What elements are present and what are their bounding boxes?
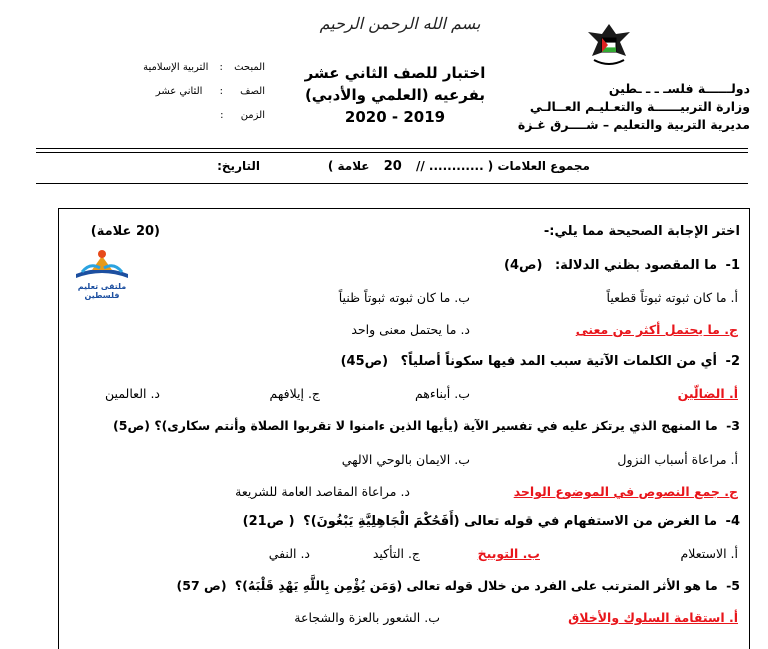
question-4-text: ما الغرض من الاستفهام في قوله تعالى (أَفَحُكْمَ الْجَاهِلِيَّةِ يَبْغُونَ)؟ [303,514,718,529]
total-marks-label: مجموع العلامات ( ............ // [415,159,590,173]
institution [510,80,750,134]
total-marks-value: 20 [383,159,402,174]
time-row: الزمن : [220,110,265,121]
institution-line1: دولــــــة فلسـ ـ ـ ـطين [608,81,750,96]
institution-line2: وزارة التربيــــــة والتعـليـم العــالـي [529,99,750,114]
exam-title-line3: 2019 - 2020 [344,108,446,126]
time-label: الزمن [240,110,265,121]
question-3 [66,418,740,433]
question-2-ref: (ص45) [340,354,389,369]
total-marks-suffix: علامة ) [327,159,370,173]
total-marks [327,159,590,174]
basmala: بسم الله الرحمن الرحيم [319,14,481,33]
question-3-option-b[interactable]: ب. الايمان بالوحي الالهي [341,452,470,467]
question-1-option-a[interactable]: أ. ما كان ثبوته ثبوتاً قطعياً [606,290,738,305]
subject-label: المبحث [234,62,265,73]
exam-title-line2: بفرعيه (العلمي والأدبي) [304,86,486,104]
question-1 [360,258,740,273]
exam-title [290,62,500,128]
header-divider [36,148,748,153]
question-1-option-c[interactable]: ج. ما يحتمل أكثر من معنى [575,322,738,337]
question-3-option-a[interactable]: أ. مراعاة أسباب النزول [617,452,738,467]
question-1-option-d[interactable]: د. ما يحتمل معنى واحد [351,322,470,337]
question-5-number: 5- [726,578,740,593]
class-value: الثاني عشر [155,86,203,97]
question-3-text: ما المنهج الذي يرتكز عليه في تفسير الآية (يأيها الذين ءامنوا لا تقربوا الصلاة وأنتم سكارى)؟ [154,418,718,433]
site-logo [62,246,142,300]
question-2-option-d[interactable]: د. العالمين [105,386,160,401]
book-logo-icon [62,246,142,280]
logo-text: ملتقى تعليم فلسطين [77,282,127,300]
question-5 [120,578,740,593]
question-4-number: 4- [725,514,740,529]
section-instruction: اختر الإجابة الصحيحة مما يلي:- [543,224,740,239]
question-3-ref: (ص5) [113,418,150,433]
question-4-option-c[interactable]: ج. التأكيد [372,546,420,561]
question-4-option-d[interactable]: د. النفي [268,546,310,561]
question-5-text: ما هو الأثر المترتب على الفرد من خلال قوله تعالى (وَمَن يُؤْمِن بِاللَّهِ يَهْدِ قَلْبَهُ)؟ [234,578,718,593]
question-1-option-b[interactable]: ب. ما كان ثبوته ثبوتاً ظنياً [338,290,470,305]
subject-value: التربية الإسلامية [143,62,209,73]
date-label: التاريخ: [217,159,260,173]
question-5-option-b[interactable]: ب. الشعور بالعزة والشجاعة [294,610,440,625]
question-1-ref: (ص4) [504,258,543,273]
class-label: الصف [240,86,265,97]
question-2-number: 2- [725,354,740,369]
question-4-option-b[interactable]: ب. التوبيخ [477,546,540,561]
class-row: الصف : الثاني عشر [155,86,265,97]
question-5-ref: (ص 57) [176,578,227,593]
question-2-text: أي من الكلمات الآتية سبب المد فيها سكوناً أصلياً؟ [400,354,718,369]
info-divider [36,183,748,184]
question-2-option-b[interactable]: ب. أبناءهم [414,386,470,401]
question-2-option-a[interactable]: أ. الضالّين [677,386,738,401]
question-3-option-d[interactable]: د. مراعاة المقاصد العامة للشريعة [235,484,410,499]
palestine-emblem-icon [586,20,632,70]
question-2 [300,354,740,369]
section-marks: (20 علامة) [90,224,160,239]
question-1-number: 1- [725,258,740,273]
question-3-option-c[interactable]: ج. جمع النصوص في الموضوع الواحد [513,484,738,499]
institution-line3: مديرية التربية والتعليم – شــــرق غـزة [517,117,750,132]
question-1-text: ما المقصود بظني الدلالة: [554,258,718,273]
question-4-option-a[interactable]: أ. الاستعلام [680,546,738,561]
exam-title-line1: اختبار للصف الثاني عشر [304,64,486,82]
question-4 [150,514,740,529]
subject-row: المبحث : التربية الإسلامية [143,62,265,73]
question-4-ref: ( ص21) [242,514,295,529]
question-5-option-a[interactable]: أ. استقامة السلوك والأخلاق [568,610,738,625]
question-2-option-c[interactable]: ج. إيلافهم [269,386,320,401]
question-3-number: 3- [726,418,740,433]
